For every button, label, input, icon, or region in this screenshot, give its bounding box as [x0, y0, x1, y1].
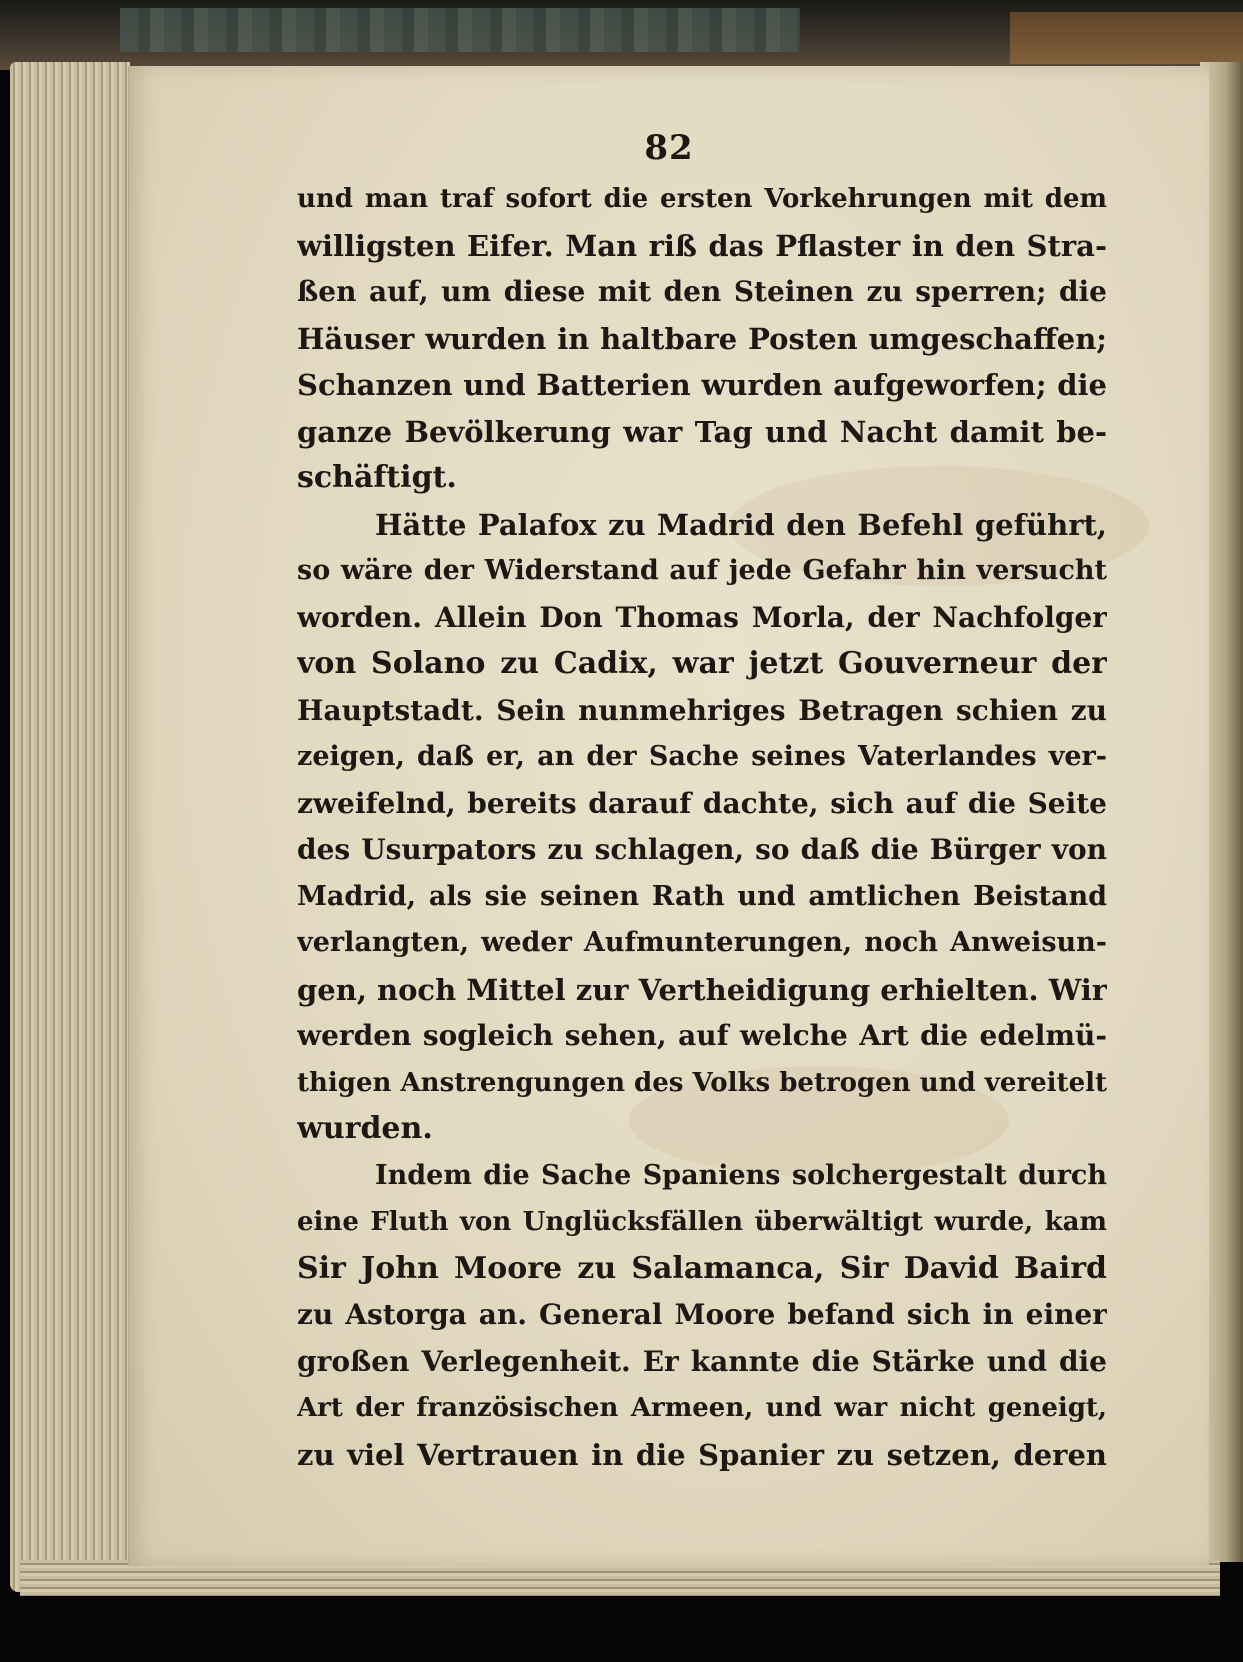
- text-line: gen, noch Mittel zur Vertheidigung erhielten. Wir: [297, 972, 1107, 1007]
- left-page-stack: [10, 62, 130, 1592]
- text-line: zweifelnd, bereits darauf dachte, sich auf die Seite: [297, 786, 1107, 820]
- text-line: Madrid, als sie seinen Rath und amtlichen Beistand: [297, 880, 1107, 912]
- text-line: Hauptstadt. Sein nunmehriges Betragen schien zu: [297, 693, 1107, 727]
- text-line: werden sogleich sehen, auf welche Art die edelmü-: [297, 1019, 1107, 1052]
- text-line: wurden.: [297, 1111, 433, 1146]
- paragraph-start-line: Indem die Sache Spaniens solchergestalt durch: [375, 1159, 1107, 1191]
- page-number: 82: [644, 128, 694, 168]
- text-line: so wäre der Widerstand auf jede Gefahr hin versucht: [297, 555, 1107, 586]
- text-line: worden. Allein Don Thomas Morla, der Nachfolger: [297, 600, 1107, 634]
- text-line: zu Astorga an. General Moore befand sich in einer: [297, 1298, 1107, 1331]
- cover-spine-strip: [120, 8, 800, 52]
- text-line: willigsten Eifer. Man riß das Pflaster in den Stra-: [297, 228, 1107, 263]
- book-page: [128, 66, 1209, 1566]
- text-line: verlangten, weder Aufmunterungen, noch Anweisun-: [297, 927, 1107, 958]
- text-line: großen Verlegenheit. Er kannte die Stärke und die: [297, 1344, 1107, 1378]
- text-line: zeigen, daß er, an der Sache seines Vaterlandes ver-: [297, 741, 1107, 772]
- paragraph-start-line: Hätte Palafox zu Madrid den Befehl geführt,: [375, 507, 1107, 542]
- text-line: ßen auf, um diese mit den Steinen zu sperren; die: [297, 275, 1107, 308]
- text-line: Schanzen und Batterien wurden aufgeworfen; die: [297, 368, 1107, 402]
- text-line: thigen Anstrengungen des Volks betrogen und vereitelt: [297, 1067, 1107, 1098]
- text-line: des Usurpators zu schlagen, so daß die Bürger von: [297, 833, 1107, 866]
- text-line: ganze Bevölkerung war Tag und Nacht damit be-: [297, 414, 1107, 449]
- text-line: eine Fluth von Unglücksfällen überwältigt wurde, kam: [297, 1207, 1107, 1237]
- text-line: Art der französischen Armeen, und war nicht geneigt,: [297, 1393, 1107, 1423]
- text-line: Häuser wurden in haltbare Posten umgeschaffen;: [297, 321, 1107, 356]
- text-line: schäftigt.: [297, 460, 457, 495]
- cover-torn-edge: [1010, 12, 1243, 64]
- text-line: zu viel Vertrauen in die Spanier zu setzen, deren: [297, 1437, 1107, 1472]
- text-line: von Solano zu Cadix, war jetzt Gouverneur der: [297, 646, 1107, 681]
- text-line: Sir John Moore zu Salamanca, Sir David Baird: [297, 1250, 1107, 1286]
- text-line: und man traf sofort die ersten Vorkehrungen mit dem: [297, 184, 1107, 214]
- page-text: [297, 176, 1107, 1478]
